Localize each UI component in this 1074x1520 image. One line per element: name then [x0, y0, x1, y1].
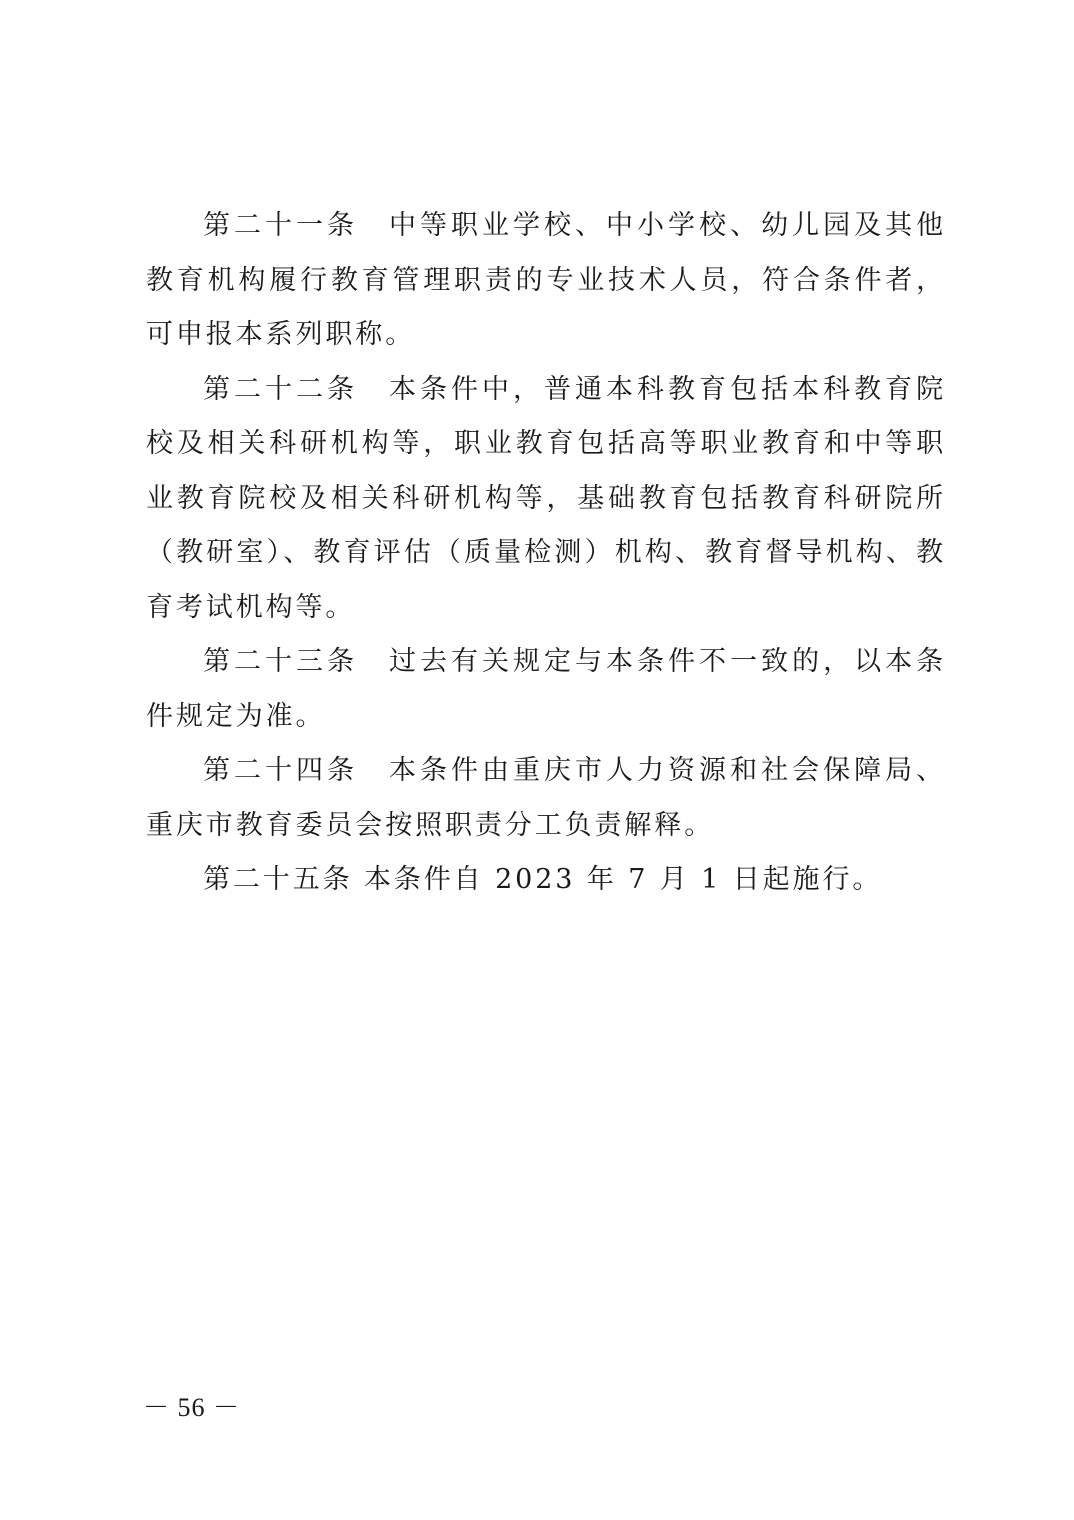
article-25: 第二十五条 本条件自 2023 年 7 月 1 日起施行。: [203, 864, 883, 895]
article-21: 第二十一条 中等职业学校、中小学校、幼儿园及其他教育机构履行教育管理职责的专业技术人员，符合条件者，可申报本系列职称。: [146, 210, 946, 350]
article-23: 第二十三条 过去有关规定与本条件不一致的，以本条件规定为准。: [146, 646, 946, 732]
article-22: 第二十二条 本条件中，普通本科教育包括本科教育院校及相关科研机构等，职业教育包括高等职业教育和中等职业教育院校及相关科研机构等，基础教育包括教育科研院所（教研室）、教育评估（质量检测）机构、教育督导机构、教育考试机构等。: [146, 373, 946, 623]
article-24: 第二十四条 本条件由重庆市人力资源和社会保障局、重庆市教育委员会按照职责分工负责解释。: [146, 755, 946, 841]
document-body: [146, 199, 946, 908]
page-number: － 56 －: [143, 1393, 241, 1422]
